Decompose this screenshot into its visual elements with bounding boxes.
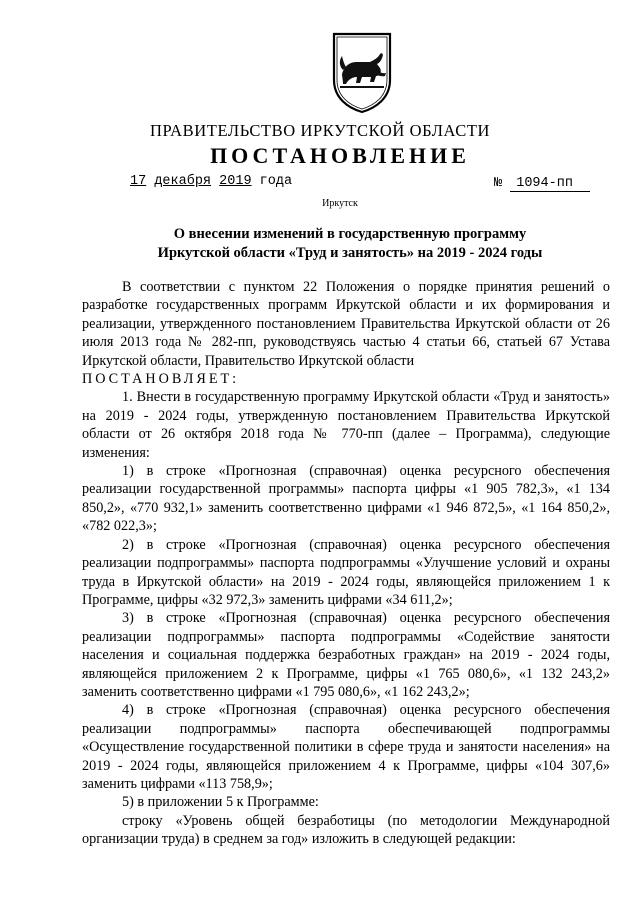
title-line-2: Иркутской области «Труд и занятость» на 2019 - 2024 годы bbox=[157, 245, 543, 261]
document-type: ПОСТАНОВЛЕНИЕ bbox=[210, 143, 470, 168]
subitem-5-text-paragraph: строку «Уровень общей безработицы (по методологии Международной организации труда) в среднем за год» изложить в следующей редакции: bbox=[82, 812, 610, 848]
document-body bbox=[82, 278, 610, 849]
city-name: Иркутск bbox=[322, 198, 358, 209]
document-date bbox=[130, 174, 292, 189]
document-title bbox=[105, 225, 595, 263]
subitem-2-paragraph: 2) в строке «Прогнозная (справочная) оценка ресурсного обеспечения реализации подпрограммы» паспорта подпрограммы «Улучшение условий и охраны труда в Иркутской области» на 2019 - 2024 годы, являющейся приложением 1 к Программе, цифры «32 972,3» заменить цифрами «34 611,2»; bbox=[82, 536, 610, 608]
subitem-4-paragraph: 4) в строке «Прогнозная (справочная) оценка ресурсного обеспечения реализации подпрограммы» паспорта обеспечивающей подпрограммы «Осуществление государственной политики в сфере труда и занятости населения» на 2019 - 2024 годы, являющейся приложением 4 к Программе, цифры «104 307,6» заменить цифрами «113 758,9»; bbox=[82, 702, 610, 792]
date-suffix: года bbox=[259, 174, 293, 189]
subitem-3-paragraph: 3) в строке «Прогнозная (справочная) оценка ресурсного обеспечения реализации подпрограммы» паспорта подпрограммы «Содействие занятости населения и социальная поддержка безработных граждан» на 2019 - 2024 годы, являющейся приложением 2 к Программе, цифры «1 765 080,6», «1 132 243,2» заменить соответственно цифрами «1 795 080,6», «1 162 243,2»; bbox=[82, 610, 610, 700]
date-day: 17 bbox=[130, 174, 147, 189]
subitem-1-paragraph: 1) в строке «Прогнозная (справочная) оценка ресурсного обеспечения реализации государственной программы» паспорта цифры «1 905 782,3», «1 134 850,2», «770 932,1» заменить соответственно цифрами «1 946 872,5», «1 164 850,2», «782 022,3»; bbox=[82, 463, 610, 535]
agency-name: ПРАВИТЕЛЬСТВО ИРКУТСКОЙ ОБЛАСТИ bbox=[149, 121, 491, 140]
preamble-paragraph: В соответствии с пунктом 22 Положения о порядке принятия решений о разработке государственных программ Иркутской области и их формирования и реализации, утвержденного постановлением Правительства Иркутской области от 26 июля 2013 года № 282-пп, руководствуясь частью 4 статьи 66, статьей 67 Устава Иркутской области, Правительство Иркутской области bbox=[82, 279, 610, 369]
subitem-5-paragraph: 5) в приложении 5 к Программе: bbox=[122, 794, 319, 811]
document-number bbox=[494, 176, 590, 192]
number-value: 1094-пп bbox=[510, 176, 590, 192]
item-1-paragraph: 1. Внести в государственную программу Иркутской области «Труд и занятость» на 2019 - 2024 годы, утвержденную постановлением Правительства Иркутской области от 26 октября 2018 года № 770-пп (далее – Программа), следующие изменения: bbox=[82, 389, 610, 461]
date-month: декабря bbox=[154, 174, 212, 189]
number-prefix: № bbox=[494, 176, 503, 191]
decree-word: ПОСТАНОВЛЯЕТ: bbox=[82, 371, 240, 388]
date-year: 2019 bbox=[219, 174, 252, 189]
title-line-1: О внесении изменений в государственную программу bbox=[173, 226, 527, 242]
irkutsk-coat-of-arms-icon bbox=[330, 30, 394, 114]
